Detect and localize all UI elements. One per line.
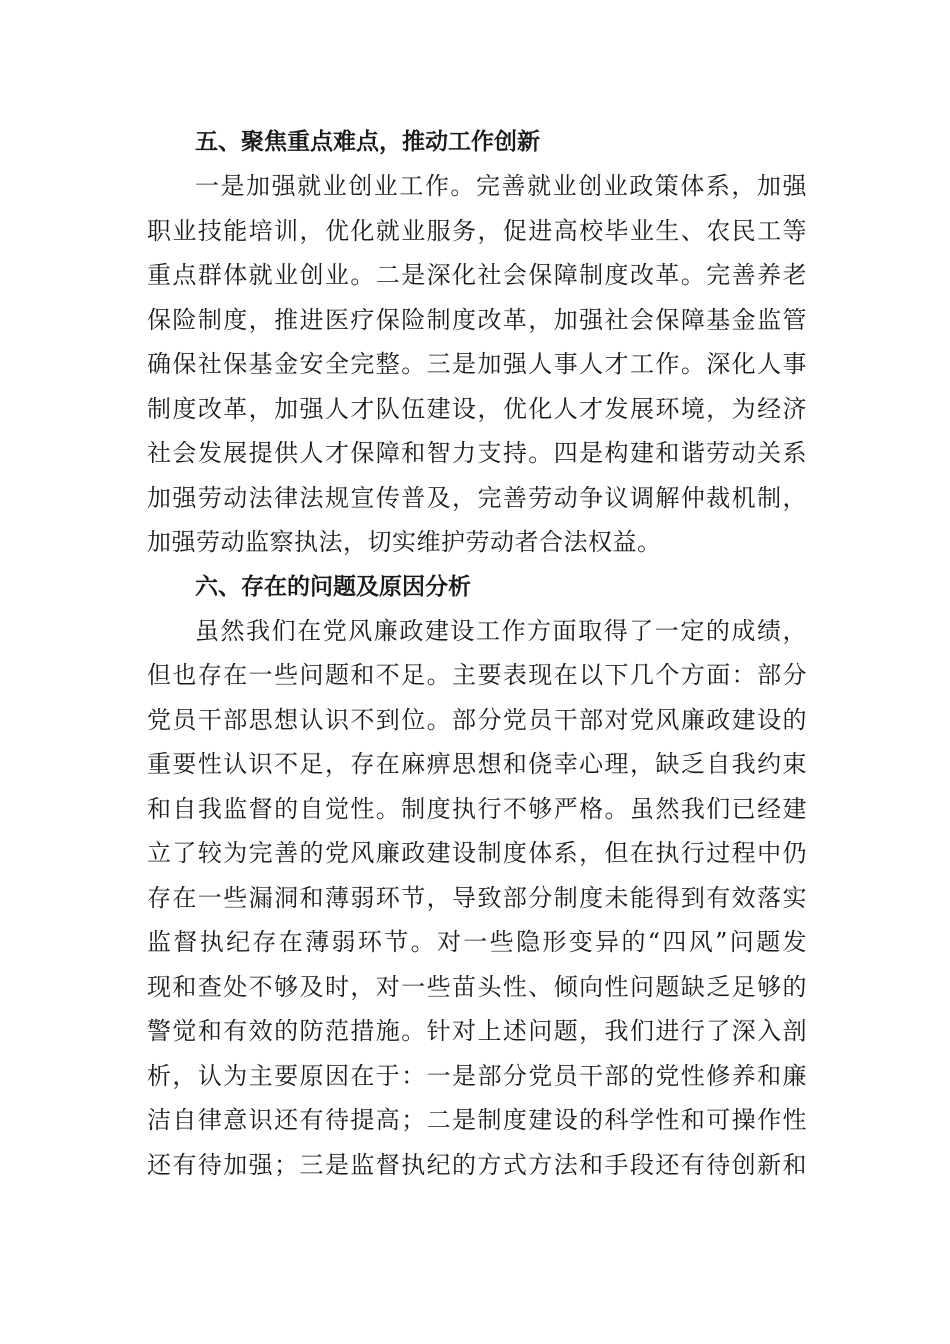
text-line: 制度改革，加强人才队伍建设，优化人才发展环境，为经济 [147,394,807,423]
text-line: 保险制度，推进医疗保险制度改革，加强社会保障基金监管 [147,305,807,334]
section-5-paragraph [147,164,807,565]
text-line: 加强劳动法律法规宣传普及，完善劳动争议调解仲裁机制， [147,483,807,512]
text-line: 社会发展提供人才保障和智力支持。四是构建和谐劳动关系 [147,439,807,467]
document-page [147,120,807,1187]
text-line: 加强劳动监察执法，切实维护劳动者合法权益。 [147,528,662,556]
section-5-heading: 五、聚焦重点难点，推动工作创新 [195,129,540,155]
text-line: 重点群体就业创业。二是深化社会保障制度改革。完善养老 [147,261,807,289]
text-line: 现和查处不够及时，对一些苗头性、倾向性问题缺乏足够的 [147,972,807,1001]
text-line: 重要性认识不足，存在麻痹思想和侥幸心理，缺乏自我约束 [147,750,807,778]
text-line: 一是加强就业创业工作。完善就业创业政策体系，加强 [195,172,807,200]
text-line: 和自我监督的自觉性。制度执行不够严格。虽然我们已经建 [147,794,807,823]
text-line: 监督执纪存在薄弱环节。对一些隐形变异的“四风”问题发 [147,928,807,956]
text-line: 还有待加强；三是监督执纪的方式方法和手段还有待创新和 [147,1150,807,1179]
text-line: 析，认为主要原因在于：一是部分党员干部的党性修养和廉 [147,1061,807,1090]
text-line: 警觉和有效的防范措施。针对上述问题，我们进行了深入剖 [147,1017,807,1045]
text-line: 洁自律意识还有待提高；二是制度建设的科学性和可操作性 [147,1106,807,1134]
text-line: 存在一些漏洞和薄弱环节，导致部分制度未能得到有效落实 [147,883,807,912]
section-6-heading: 六、存在的问题及原因分析 [195,573,471,600]
text-line: 确保社保基金安全完整。三是加强人事人才工作。深化人事 [147,350,807,378]
text-line: 立了较为完善的党风廉政建设制度体系，但在执行过程中仍 [147,839,807,867]
section-6-paragraph [147,609,807,1188]
text-line: 职业技能培训，优化就业服务，促进高校毕业生、农民工等 [147,216,807,245]
text-line: 虽然我们在党风廉政建设工作方面取得了一定的成绩， [195,616,807,645]
text-line: 党员干部思想认识不到位。部分党员干部对党风廉政建设的 [147,705,807,734]
text-line: 但也存在一些问题和不足。主要表现在以下几个方面：部分 [147,661,807,689]
